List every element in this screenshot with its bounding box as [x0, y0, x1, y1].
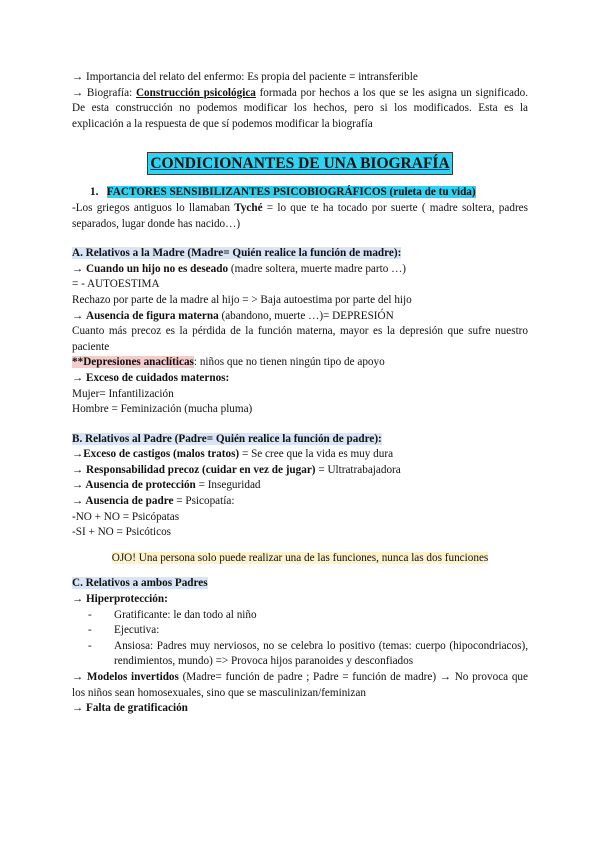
hombre-line: Hombre = Feminización (mucha pluma) [72, 403, 253, 416]
castigos-term: →Exceso de castigos (malos tratos) [72, 448, 240, 461]
ausencia-padre-detail: = Psicopatía: [173, 495, 235, 508]
ausencia-padre-term: → Ausencia de padre [72, 495, 174, 508]
no-deseado-detail: (madre soltera, muerte madre parto …) [228, 262, 407, 275]
no-deseado-term: Cuando un hijo no es deseado [85, 262, 229, 275]
padre-item-ausencia [72, 494, 528, 510]
arrow: → [72, 262, 86, 275]
biografia-definition: formada por hechos a los que se les asigna un significado. De esta construcción no podemos modificar los hechos, pero si los modificados. Esta es la explicación a la respuesta de que sí podemos modificar la biografía [72, 86, 528, 130]
intro-relato-line: → Importancia del relato del enfermo: Es propia del paciente = intransferible [72, 71, 418, 83]
falta-gratificacion-line: → Falta de gratificación [72, 702, 188, 715]
anaclitica-detail: : niños que no tienen ningún tipo de apoyo [193, 356, 385, 369]
padre-item-proteccion [72, 478, 528, 494]
ambos-heading: C. Relativos a ambos Padres [72, 577, 208, 590]
tyche-text-a: -Los griegos antiguos lo llamaban [72, 201, 235, 214]
exceso-cuidados-heading: → Exceso de cuidados maternos: [72, 371, 230, 384]
tyche-paragraph [72, 201, 528, 232]
madre-item-ausencia [72, 309, 528, 325]
precoz-paragraph: Cuanto más precoz es la pérdida de la función materna, mayor es la depresión que sufre nuestro paciente [72, 325, 528, 353]
responsabilidad-detail: = Ultratrabajadora [315, 463, 401, 476]
modelos-invertidos-paragraph [72, 670, 528, 701]
ausencia-materna-term: Ausencia de figura materna [85, 309, 219, 322]
no-no-line: -NO + NO = Psicópatas [72, 510, 180, 523]
anaclitica-term: **Depresiones anaclíticas [72, 356, 194, 369]
madre-heading: A. Relativos a la Madre (Madre= Quién realice la función de madre): [72, 247, 402, 260]
autoestima-line: = - AUTOESTIMA [72, 278, 160, 291]
section-1-title: FACTORES SENSIBILIZANTES PSICOBIOGRÁFICOS (ruleta de tu vida) [106, 186, 476, 199]
biografia-arrow: → Biografía: [72, 86, 136, 99]
construccion-psicologica-term: Construcción psicológica [135, 86, 256, 99]
castigos-detail: = Se cree que la vida es muy dura [239, 448, 394, 461]
hiperproteccion-list [72, 608, 528, 670]
list-item: - Ansiosa: Padres muy nerviosos, no se celebra lo positivo (temas: cuerpo (hipocondriacos), rendimientos, mundo) => Provoca hijos paranoides y desconfiados [88, 639, 528, 670]
list-item: - Ejecutiva: [88, 623, 528, 639]
hiperproteccion-heading: → Hiperprotección: [72, 593, 168, 606]
tyche-text-b: = lo que te ha tocado por suerte ( madre soltera, padres separados, lugar donde has nacido…) [72, 201, 528, 230]
ausencia-materna-detail: (abandono, muerte …)= DEPRESIÓN [218, 309, 394, 322]
anaclitica-line [72, 355, 528, 371]
section-1-heading [90, 185, 528, 201]
si-no-line: -SI + NO = Psicóticos [72, 526, 172, 539]
tyche-term: Tyché [234, 201, 263, 214]
page-title: CONDICIONANTES DE UNA BIOGRAFÍA [147, 152, 452, 175]
padre-item-castigos [72, 447, 528, 463]
mujer-line: Mujer= Infantilización [72, 387, 174, 400]
section-1-number: 1. [90, 186, 99, 199]
document-page [72, 70, 528, 717]
padre-heading: B. Relativos al Padre (Padre= Quién realice la función de padre): [72, 432, 382, 445]
modelos-term: → Modelos invertidos [72, 671, 179, 683]
list-item: - Gratificante: le dan todo al niño [88, 608, 528, 624]
padre-item-responsabilidad [72, 463, 528, 479]
proteccion-detail: = Inseguridad [195, 479, 261, 492]
proteccion-term: → Ausencia de protección [72, 479, 196, 492]
intro-biografia-paragraph [72, 86, 528, 133]
modelos-detail: (Madre= función de padre ; Padre = función de madre) → No provoca que los niños sean homosexuales, sino que se masculinizan/feminizan [72, 671, 528, 699]
arrow: → [72, 309, 86, 322]
ojo-note: OJO! Una persona solo puede realizar una de las funciones, nunca las dos funciones [111, 551, 489, 564]
madre-item-no-deseado [72, 262, 528, 278]
responsabilidad-term: → Responsabilidad precoz (cuidar en vez de jugar) [72, 463, 316, 476]
title-container [72, 152, 528, 175]
rechazo-line: Rechazo por parte de la madre al hijo = > Baja autoestima por parte del hijo [72, 293, 412, 306]
